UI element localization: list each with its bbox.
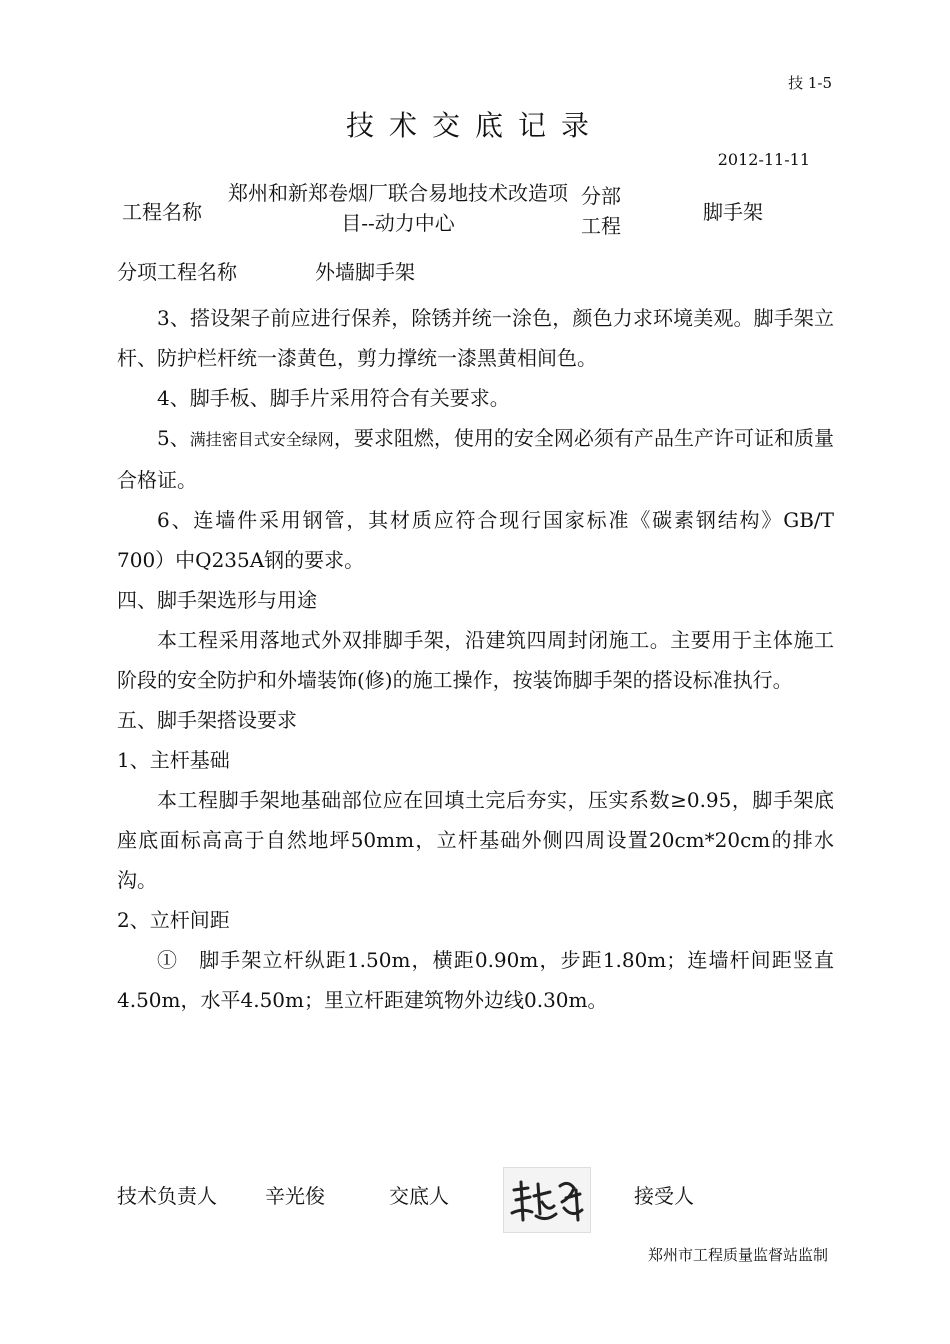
paragraph: 本工程脚手架地基础部位应在回填土完后夯实，压实系数≥0.95，脚手架底座底面标高高于自然地坪50mm，立杆基础外侧四周设置20cm*20cm的排水沟。 <box>117 788 834 892</box>
tech-lead-label: 技术负责人 <box>117 1184 217 1208</box>
discloser-label: 交底人 <box>389 1184 449 1208</box>
section-heading: 四、脚手架选形与用途 <box>117 588 317 612</box>
section-heading: 五、脚手架搭设要求 <box>117 708 297 732</box>
paragraph-number: 5、 <box>157 426 190 450</box>
receiver-label: 接受人 <box>634 1184 694 1208</box>
paragraph: 6、连墙件采用钢管，其材质应符合现行国家标准《碳素钢结构》GB/T 700）中Q235A钢的要求。 <box>117 508 834 572</box>
subsection-heading: 1、主杆基础 <box>117 748 230 772</box>
item-name-label: 分项工程名称 <box>117 260 237 284</box>
sub-project-label-line1: 分部 <box>581 184 621 208</box>
disclosure-body <box>117 298 834 1020</box>
paragraph-text: ，要求阻燃，使用的安全网必须有产品生产许可证和质量合格证。 <box>117 426 834 492</box>
paragraph-small-text: 满挂密目式安全绿网 <box>189 430 334 449</box>
item-name-value: 外墙脚手架 <box>315 260 415 284</box>
signature-icon <box>504 1168 590 1232</box>
footer-issuer: 郑州市工程质量监督站监制 <box>647 1246 828 1264</box>
project-name-value: 郑州和新郑卷烟厂联合易地技术改造项目--动力中心 <box>228 181 568 235</box>
form-code: 技 1-5 <box>788 74 832 92</box>
project-name-label: 工程名称 <box>122 200 202 224</box>
subsection-heading: 2、立杆间距 <box>117 908 230 932</box>
paragraph: 本工程采用落地式外双排脚手架，沿建筑四周封闭施工。主要用于主体施工阶段的安全防护和外墙装饰(修)的施工操作，按装饰脚手架的搭设标准执行。 <box>117 628 834 692</box>
paragraph: 4、脚手板、脚手片采用符合有关要求。 <box>157 386 510 410</box>
handwritten-signature <box>503 1167 591 1233</box>
sub-project-value: 脚手架 <box>703 200 763 224</box>
paragraph: 3、搭设架子前应进行保养，除锈并统一涂色，颜色力求环境美观。脚手架立杆、防护栏杆统一漆黄色，剪力撑统一漆黑黄相间色。 <box>117 306 834 370</box>
sub-project-label-line2: 工程 <box>581 214 621 238</box>
tech-lead-name: 辛光俊 <box>265 1184 325 1208</box>
paragraph <box>117 418 834 500</box>
document-title: 技术交底记录 <box>345 109 604 142</box>
document-date: 2012-11-11 <box>717 150 810 169</box>
paragraph: ① 脚手架立杆纵距1.50m，横距0.90m，步距1.80m；连墙杆间距竖直4.50m，水平4.50m；里立杆距建筑物外边线0.30m。 <box>117 948 834 1012</box>
